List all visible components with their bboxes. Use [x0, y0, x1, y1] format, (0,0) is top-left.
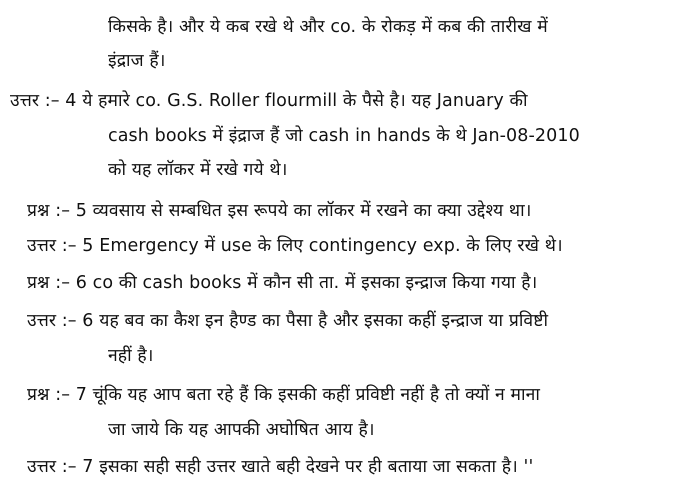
question-5: प्रश्न :– 5 व्यवसाय से सम्बधित इस रूपये का लॉकर में रखने का क्या उद्देश्य था।	[27, 201, 532, 221]
answer-4-line-2: cash books में इंद्राज हैं जो cash in hands के थे Jan-08-2010	[108, 126, 580, 146]
text-line-1: किसके है। और ये कब रखे थे और co. के रोकड़ में कब की तारीख में	[108, 17, 548, 37]
answer-7: उत्तर :– 7 इसका सही सही उत्तर खाते बही देखने पर ही बताया जा सकता है। ''	[27, 457, 534, 477]
question-7-line-2: जा जाये कि यह आपकी अघोषित आय है।	[108, 420, 375, 440]
question-7-line-1: प्रश्न :– 7 चूंकि यह आप बता रहे हैं कि इसकी कहीं प्रविष्टी नहीं है तो क्यों न माना	[27, 385, 540, 405]
answer-6-line-2: नहीं है।	[108, 346, 154, 366]
answer-5: उत्तर :– 5 Emergency में use के लिए contingency exp. के लिए रखे थे।	[27, 236, 563, 256]
answer-4-line-1: उत्तर :– 4 ये हमारे co. G.S. Roller flourmill के पैसे है। यह January की	[10, 91, 528, 111]
question-6: प्रश्न :– 6 co की cash books में कौन सी ता. में इसका इन्द्राज किया गया है।	[27, 273, 538, 293]
answer-4-line-3: को यह लॉकर में रखे गये थे।	[108, 160, 288, 180]
answer-6-line-1: उत्तर :– 6 यह बव का कैश इन हैण्ड का पैसा है और इसका कहीं इन्द्राज या प्रविष्टी	[27, 311, 549, 331]
text-line-2: इंद्राज हैं।	[108, 51, 166, 71]
